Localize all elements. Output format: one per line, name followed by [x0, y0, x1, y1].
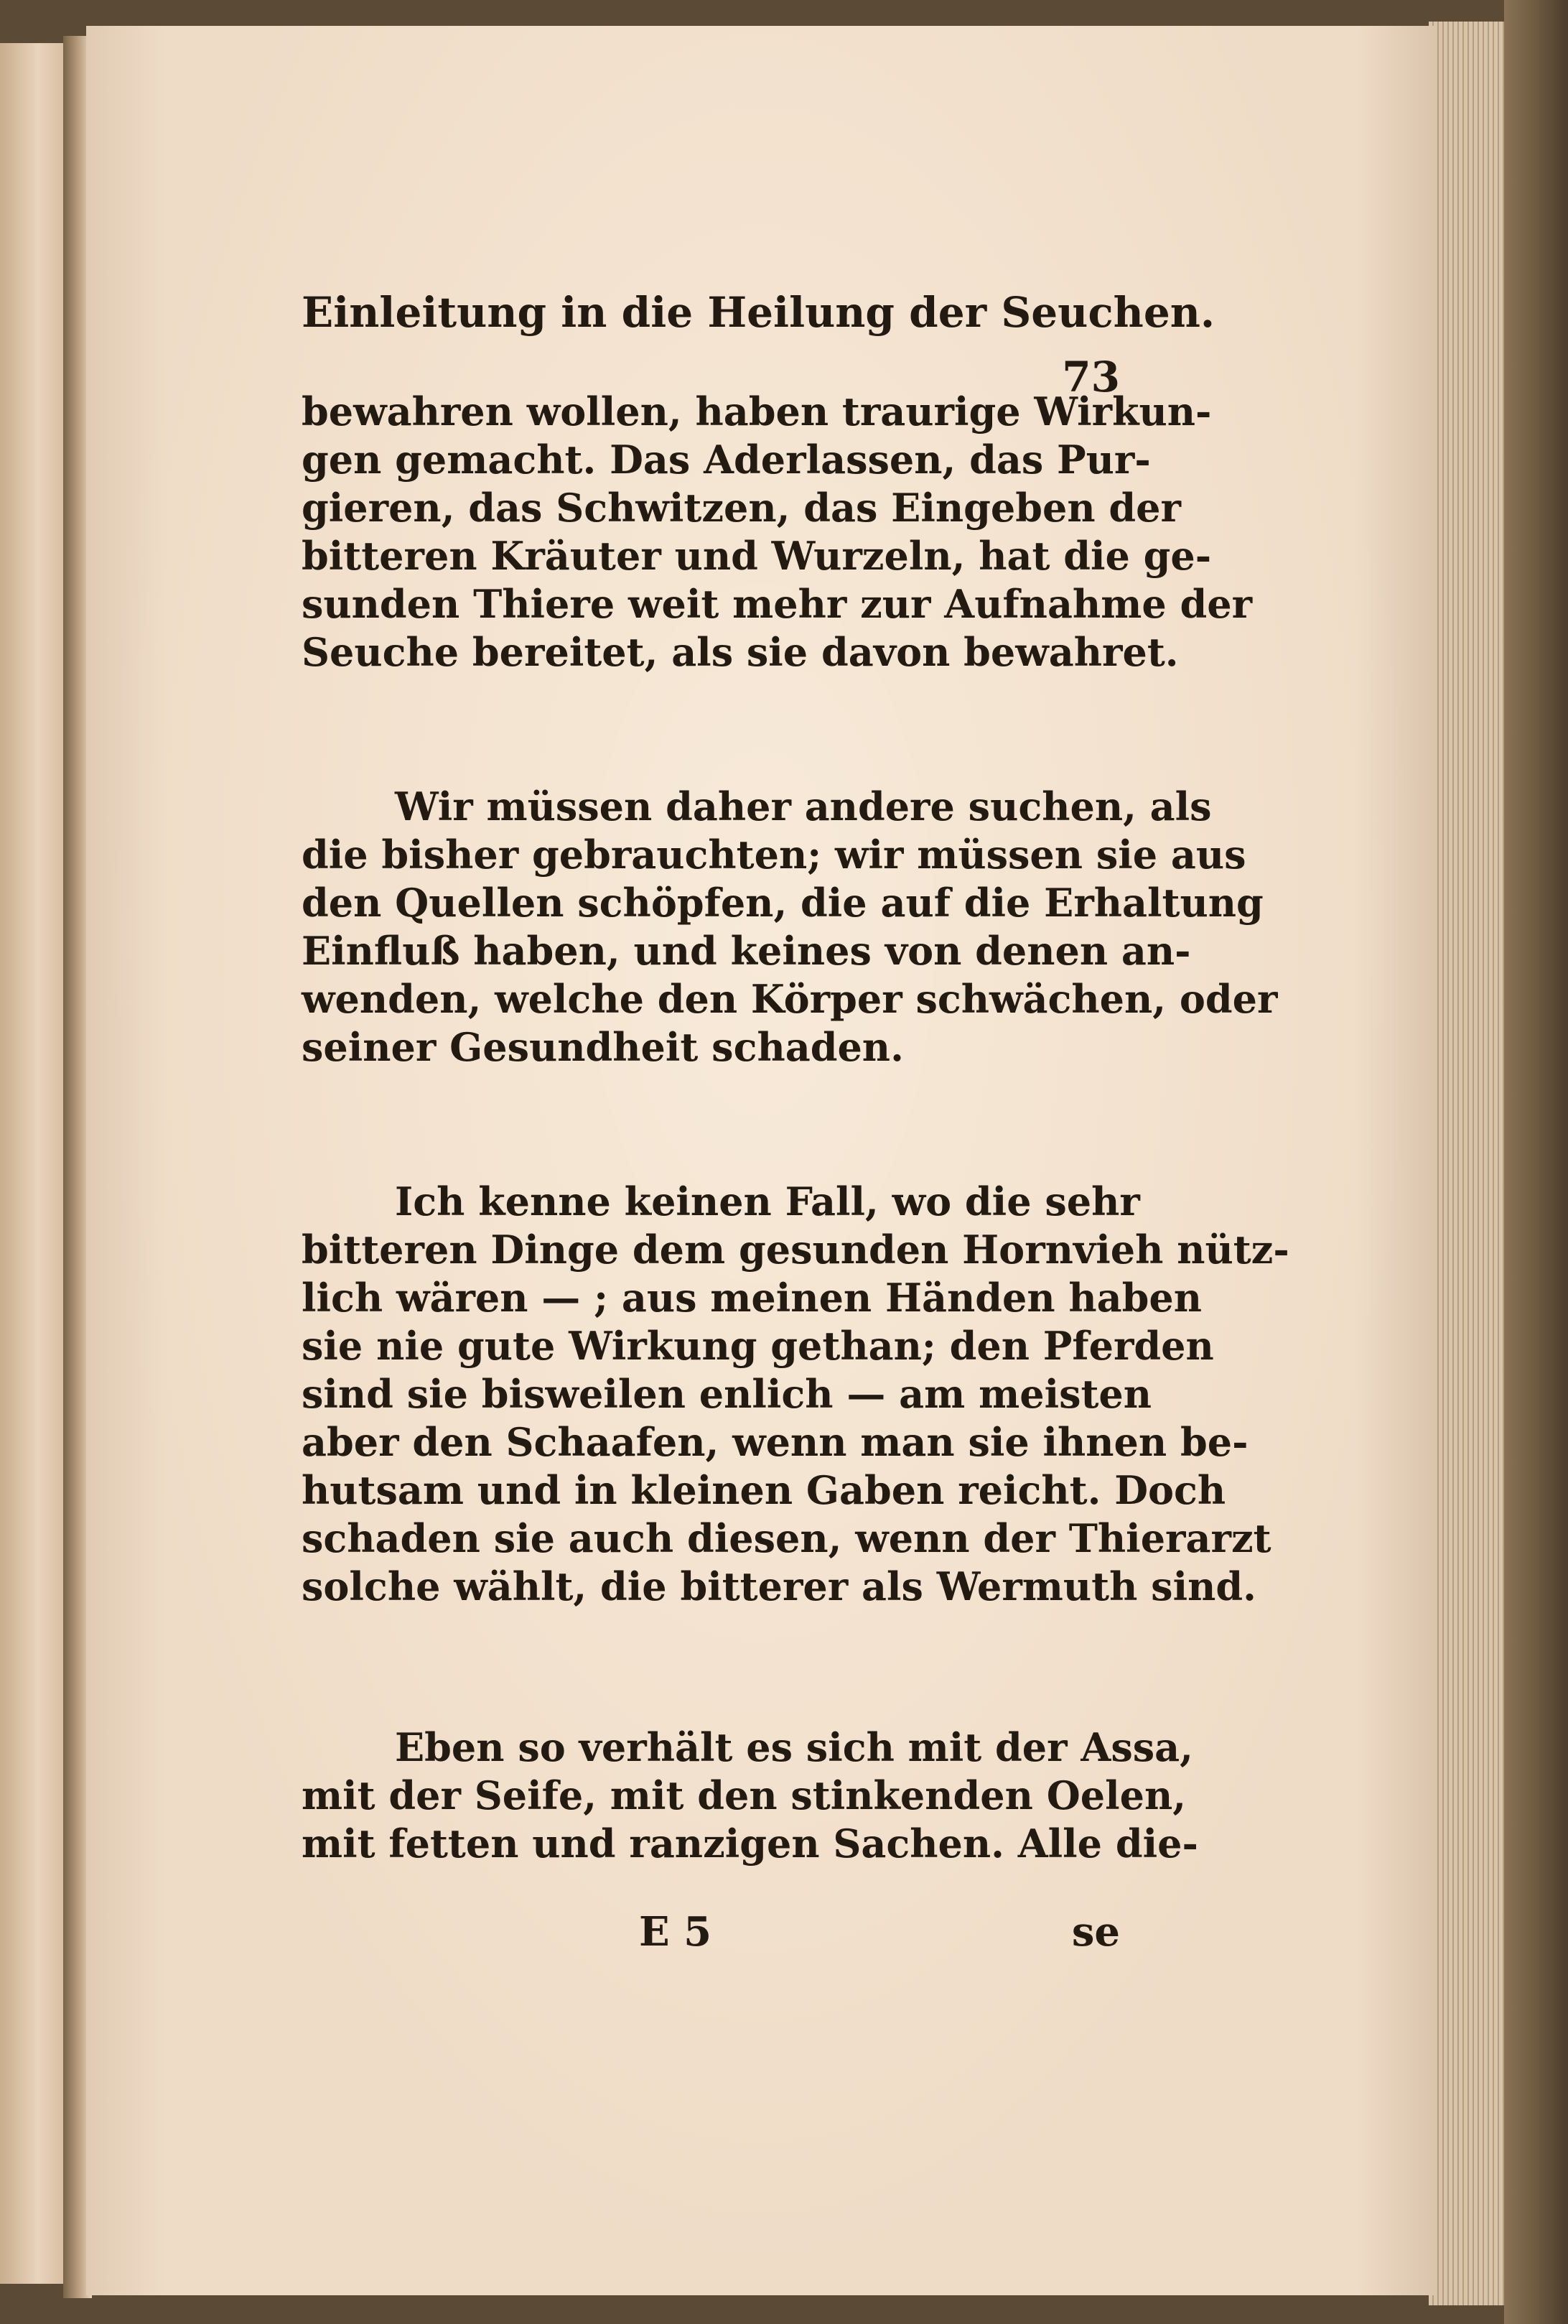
text-line: solche wählt, die bitterer als Wermuth sind. [302, 1563, 1256, 1609]
text-line: Ich kenne keinen Fall, wo die sehr [395, 1179, 1140, 1224]
text-line: gen gemacht. Das Aderlassen, das Pur- [302, 437, 1151, 483]
book-cover-edge [1504, 0, 1568, 2324]
page-footer [302, 1903, 1120, 1961]
text-line: Wir müssen daher andere suchen, als [395, 784, 1212, 829]
text-line: bewahren wollen, haben traurige Wirkun- [302, 389, 1212, 434]
text-line: hutsam und in kleinen Gaben reicht. Doch [302, 1467, 1226, 1513]
text-line: mit der Seife, mit den stinkenden Oelen, [302, 1772, 1187, 1818]
text-line: sind sie bisweilen enlich — am meisten [302, 1371, 1152, 1417]
text-line: sie nie gute Wirkung gethan; den Pferden [302, 1323, 1214, 1369]
text-line: Seuche bereitet, als sie davon bewahret. [302, 629, 1179, 675]
paragraph-3 [302, 1178, 1289, 1611]
running-header [302, 280, 1215, 401]
text-line: wenden, welche den Körper schwächen, oder [302, 976, 1278, 1022]
text-line: Einfluß haben, und keines von denen an- [302, 928, 1191, 974]
text-line: sunden Thiere weit mehr zur Aufnahme der [302, 581, 1253, 627]
text-line: lich wären — ; aus meinen Händen haben [302, 1275, 1203, 1321]
signature-mark: E 5 [639, 1908, 712, 1956]
running-title: Einleitung in die Heilung der Seuchen. [302, 288, 1215, 337]
text-line: aber den Schaafen, wenn man sie ihnen be- [302, 1419, 1249, 1465]
page-block-edges [1429, 22, 1508, 2305]
text-line: bitteren Kräuter und Wurzeln, hat die ge- [302, 533, 1212, 579]
text-line: den Quellen schöpfen, die auf die Erhaltung [302, 880, 1264, 926]
facing-page-edge [0, 43, 63, 2284]
text-line: Eben so verhält es sich mit der Assa, [395, 1724, 1193, 1770]
text-line: gieren, das Schwitzen, das Eingeben der [302, 485, 1181, 531]
page-number: 73 [1062, 353, 1120, 401]
catchword: se [1071, 1908, 1120, 1956]
paragraph-1 [302, 388, 1253, 677]
text-line: schaden sie auch diesen, wenn der Thierarzt [302, 1515, 1271, 1561]
paragraph-2 [302, 783, 1278, 1072]
text-line: die bisher gebrauchten; wir müssen sie aus [302, 832, 1246, 878]
text-line: mit fetten und ranzigen Sachen. Alle die- [302, 1821, 1198, 1867]
text-line: seiner Gesundheit schaden. [302, 1024, 904, 1070]
text-line: bitteren Dinge dem gesunden Hornvieh nütz- [302, 1227, 1289, 1273]
paragraph-4 [302, 1724, 1198, 1868]
